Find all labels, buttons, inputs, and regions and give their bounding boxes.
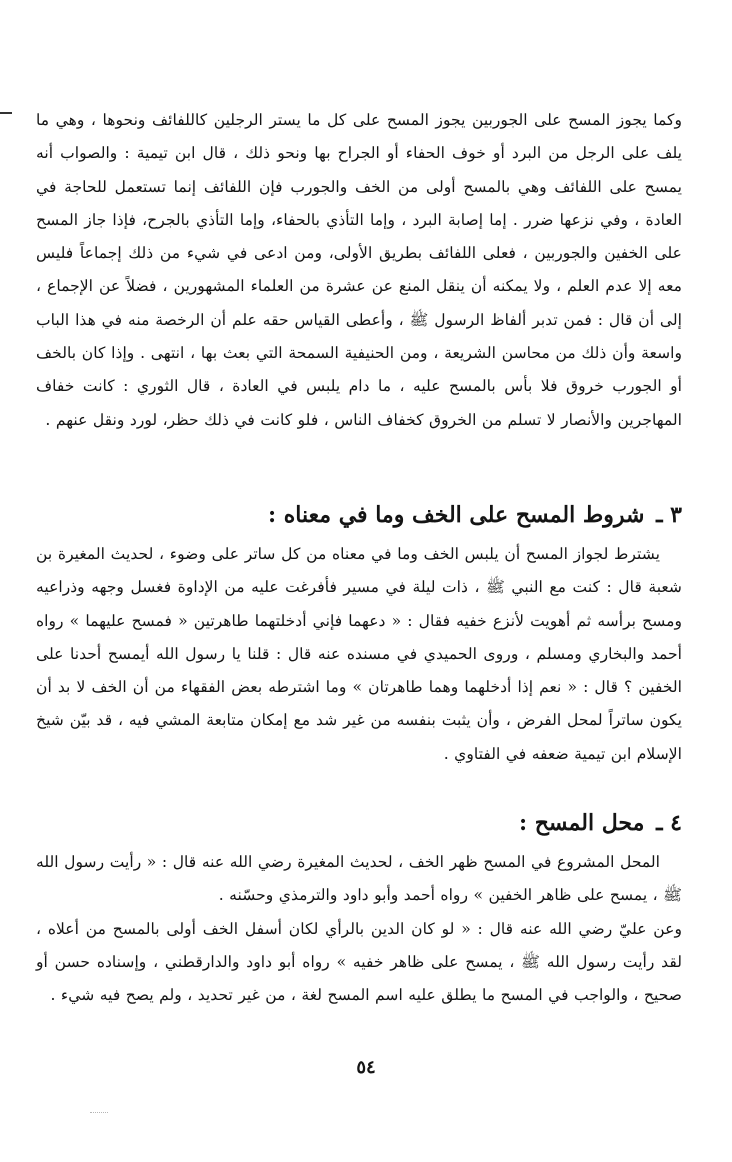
page-number: ٥٤ bbox=[356, 1057, 376, 1078]
margin-mark bbox=[0, 112, 12, 114]
section-number: ٣ ـ bbox=[656, 502, 682, 528]
section-number: ٤ ـ bbox=[656, 810, 682, 836]
section-heading-4 bbox=[519, 808, 682, 838]
paragraph: وعن عليّ رضي الله عنه قال : « لو كان الدين بالرأي لكان أسفل الخف أولى بالمسح من أعلاه ، لقد رأيت رسول الله ﷺ ، يمسح على ظاهر خفيه » رواه أبو داود والدارقطني ، وإسناده حسن أو صحيح ، والواجب في المسح ما يطلق عليه اسم المسح لغة ، من غير تحديد ، ولم يصح فيه شيء . bbox=[36, 919, 682, 1005]
paragraph: المحل المشروع في المسح ظهر الخف ، لحديث المغيرة رضي الله عنه قال : « رأيت رسول الله ﷺ ، يمسح على ظاهر الخفين » رواه أحمد وأبو داود والترمذي وحسّنه . bbox=[36, 853, 682, 905]
paragraph: يشترط لجواز المسح أن يلبس الخف وما في معناه من كل ساتر على وضوء ، لحديث المغيرة بن شعبة قال : كنت مع النبي ﷺ ، ذات ليلة في مسير فأفرغت عليه من الإداوة فغسل وجهه وذراعيه ومسح برأسه ثم أهويت لأنزع خفيه فقال : « دعهما فإني أدخلتهما طاهرتين « فمسح عليهما » رواه أحمد والبخاري ومسلم ، وروى الحميدي في مسنده عنه قال : قلنا يا رسول الله أيمسح أحدنا على الخفين ؟ قال : « نعم إذا أدخلهما وهما طاهرتان » وما اشترطه بعض الفقهاء من أن الخف لا بد أن يكون ساتراً لمحل الفرض ، وأن يثبت بنفسه من غير شد مع إمكان متابعة المشي فيه ، قد بيّن شيخ الإسلام ابن تيمية ضعفه في الفتاوي . bbox=[36, 545, 682, 763]
text-block-section-3 bbox=[36, 538, 682, 771]
text-block-section-4 bbox=[36, 846, 682, 1012]
section-title: محل المسح : bbox=[518, 810, 645, 836]
section-title: شروط المسح على الخف وما في معناه : bbox=[267, 502, 645, 528]
section-heading-3 bbox=[268, 500, 682, 530]
scan-artifact bbox=[90, 1112, 108, 1113]
text-block-intro bbox=[36, 104, 682, 437]
paragraph: وكما يجوز المسح على الجوربين يجوز المسح على كل ما يستر الرجلين كاللفائف ونحوها ، وهي ما يلف على الرجل من البرد أو خوف الحفاء أو الجراح بها ونحو ذلك ، قال ابن تيمية : والصواب أنه يمسح على اللفائف وهي بالمسح أولى من الخف والجورب فإن اللفائف إنما تستعمل للحاجة في العادة ، وفي نزعها ضرر . إما إصابة البرد ، وإما التأذي بالحفاء، وإما التأذي بالجرح، فإذا جاز المسح على الخفين والجوربين ، فعلى اللفائف بطريق الأولى، ومن ادعى في شيء من ذلك إجماعاً فليس معه إلا عدم العلم ، ولا يمكنه أن ينقل المنع عن عشرة من العلماء المشهورين ، فضلاً عن الإجماع ، إلى أن قال : فمن تدبر ألفاظ الرسول ﷺ ، وأعطى القياس حقه علم أن الرخصة منه في هذا الباب واسعة وأن ذلك من محاسن الشريعة ، ومن الحنيفية السمحة التي بعث بها ، انتهى . وإذا كان بالخف أو الجورب خروق فلا بأس بالمسح عليه ، ما دام يلبس في العادة ، قال الثوري : كانت خفاف المهاجرين والأنصار لا تسلم من الخروق كخفاف الناس ، فلو كانت في ذلك حظر، لورد ونقل عنهم . bbox=[36, 111, 682, 429]
